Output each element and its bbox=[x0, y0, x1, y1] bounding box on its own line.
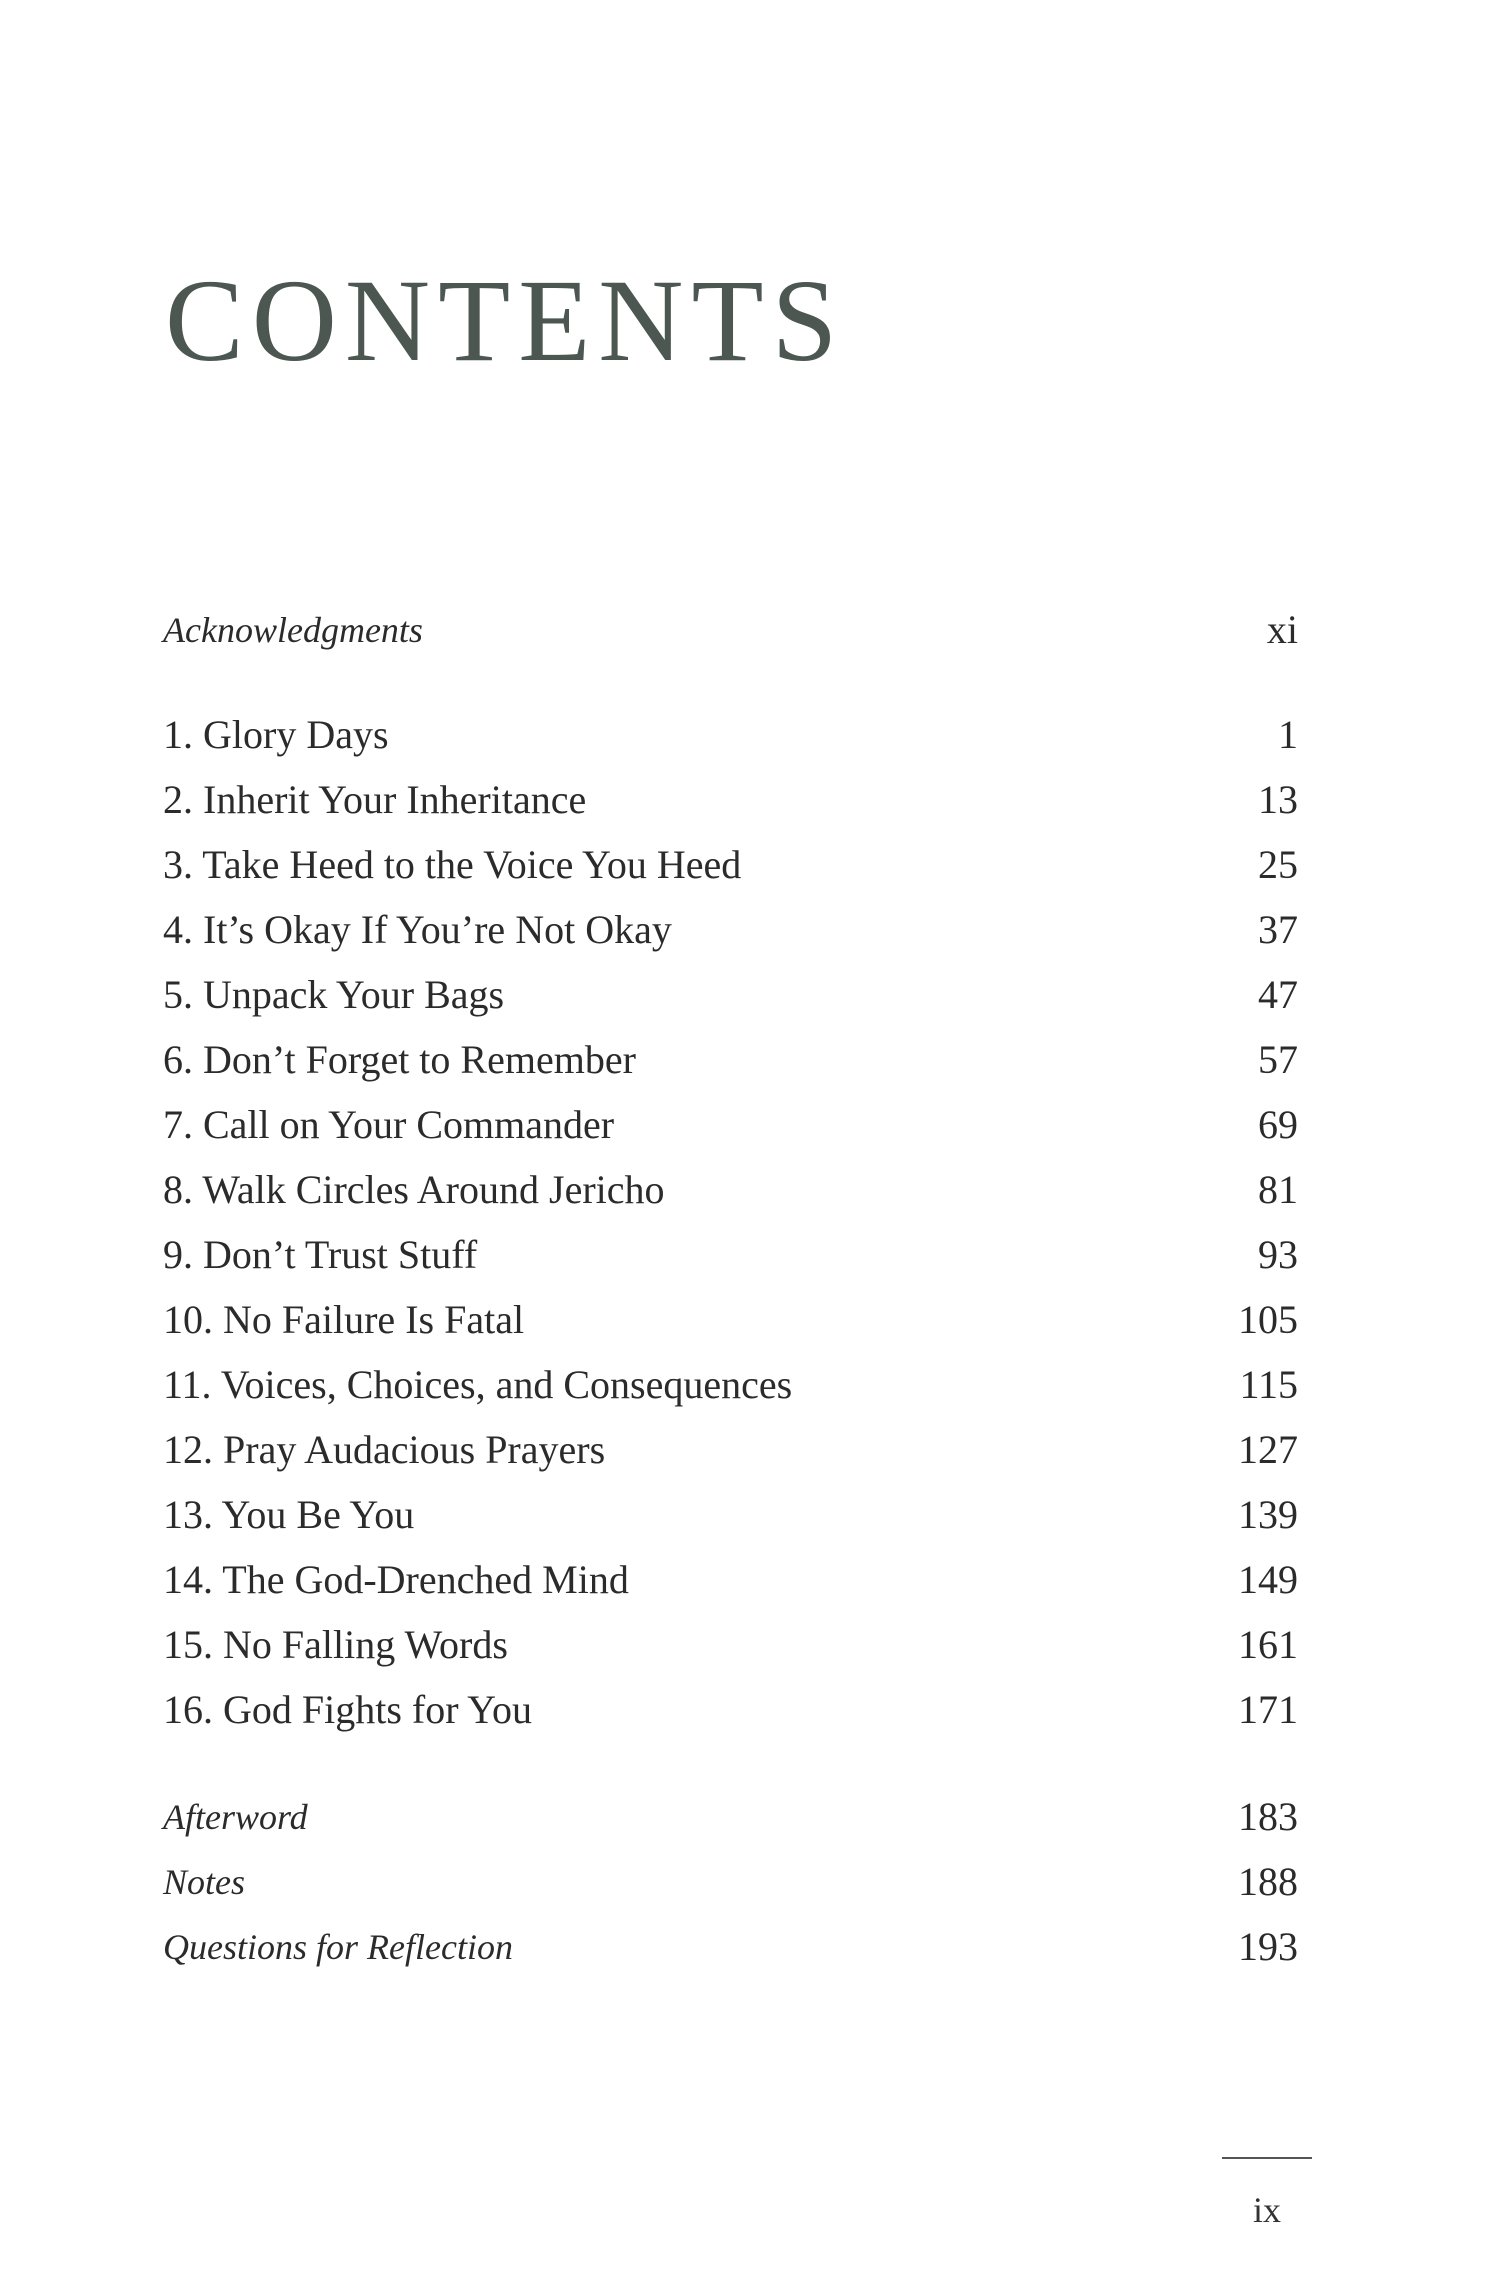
toc-entry-label: Afterword bbox=[163, 1797, 308, 1837]
toc-entry-chapter-13[interactable] bbox=[163, 1485, 1298, 1545]
toc-entry-chapter-4[interactable] bbox=[163, 900, 1298, 960]
toc-entry-page: 37 bbox=[1258, 907, 1298, 952]
toc-entry-notes[interactable] bbox=[163, 1852, 1298, 1912]
toc-entry-chapter-7[interactable] bbox=[163, 1095, 1298, 1155]
toc-entry-label: 15. No Falling Words bbox=[163, 1622, 508, 1667]
toc-entry-page: 139 bbox=[1238, 1492, 1298, 1537]
toc-entry-page: xi bbox=[1266, 607, 1298, 652]
toc-entry-page: 115 bbox=[1239, 1362, 1298, 1407]
page-title: CONTENTS bbox=[165, 255, 846, 386]
toc-entry-label: 1. Glory Days bbox=[163, 712, 389, 757]
toc-entry-label: Questions for Reflection bbox=[163, 1927, 513, 1967]
toc-entry-chapter-12[interactable] bbox=[163, 1420, 1298, 1480]
toc-entry-page: 81 bbox=[1258, 1167, 1298, 1212]
toc-entry-page: 105 bbox=[1238, 1297, 1298, 1342]
toc-entry-chapter-8[interactable] bbox=[163, 1160, 1298, 1220]
toc-entry-chapter-6[interactable] bbox=[163, 1030, 1298, 1090]
toc-entry-label: 10. No Failure Is Fatal bbox=[163, 1297, 525, 1342]
toc-entry-label: 4. It’s Okay If You’re Not Okay bbox=[163, 907, 672, 952]
toc-entry-label: 7. Call on Your Commander bbox=[163, 1102, 615, 1147]
page-number: ix bbox=[1252, 2190, 1281, 2230]
toc-entry-chapter-2[interactable] bbox=[163, 770, 1298, 830]
toc-entry-label: 13. You Be You bbox=[163, 1492, 415, 1537]
toc-entry-page: 57 bbox=[1258, 1037, 1298, 1082]
toc-entry-page: 193 bbox=[1238, 1924, 1298, 1969]
toc-entry-chapter-10[interactable] bbox=[163, 1290, 1298, 1350]
toc-entry-page: 1 bbox=[1278, 712, 1298, 757]
toc-entry-chapter-1[interactable] bbox=[163, 705, 1298, 765]
toc-entry-page: 171 bbox=[1238, 1687, 1298, 1732]
toc-entry-page: 161 bbox=[1238, 1622, 1298, 1667]
toc-entry-chapter-15[interactable] bbox=[163, 1615, 1298, 1675]
folio-rule bbox=[1222, 2157, 1312, 2159]
toc-entry-label: Notes bbox=[163, 1862, 246, 1902]
toc-entry-label: 3. Take Heed to the Voice You Heed bbox=[163, 842, 742, 887]
toc-entry-page: 93 bbox=[1258, 1232, 1298, 1277]
toc-entry-chapter-5[interactable] bbox=[163, 965, 1298, 1025]
toc-entry-page: 47 bbox=[1258, 972, 1298, 1017]
toc-entry-label: 16. God Fights for You bbox=[163, 1687, 532, 1732]
toc-entry-page: 13 bbox=[1258, 777, 1298, 822]
toc-entry-chapter-16[interactable] bbox=[163, 1680, 1298, 1740]
toc-entry-label: 5. Unpack Your Bags bbox=[163, 972, 505, 1017]
toc-entry-page: 25 bbox=[1258, 842, 1298, 887]
toc-entry-label: 9. Don’t Trust Stuff bbox=[163, 1232, 478, 1277]
toc-entry-label: 8. Walk Circles Around Jericho bbox=[163, 1167, 665, 1212]
toc-entry-label: 11. Voices, Choices, and Consequences bbox=[163, 1362, 793, 1407]
toc-entry-label: 2. Inherit Your Inheritance bbox=[163, 777, 587, 822]
toc-entry-page: 69 bbox=[1258, 1102, 1298, 1147]
toc-entry-page: 127 bbox=[1238, 1427, 1298, 1472]
toc-entry-questions-for-reflection[interactable] bbox=[163, 1917, 1298, 1977]
toc-entry-chapter-14[interactable] bbox=[163, 1550, 1298, 1610]
toc-entry-chapter-11[interactable] bbox=[163, 1355, 1298, 1415]
toc-entry-page: 188 bbox=[1238, 1859, 1298, 1904]
toc-entry-chapter-3[interactable] bbox=[163, 835, 1298, 895]
toc-entry-page: 149 bbox=[1238, 1557, 1298, 1602]
toc-entry-label: Acknowledgments bbox=[163, 610, 423, 650]
toc-entry-page: 183 bbox=[1238, 1794, 1298, 1839]
toc-entry-acknowledgments[interactable] bbox=[163, 600, 1298, 660]
toc-entry-label: 14. The God-Drenched Mind bbox=[163, 1557, 629, 1602]
toc-entry-chapter-9[interactable] bbox=[163, 1225, 1298, 1285]
toc-entry-label: 12. Pray Audacious Prayers bbox=[163, 1427, 606, 1472]
toc-entry-afterword[interactable] bbox=[163, 1787, 1298, 1847]
toc-entry-label: 6. Don’t Forget to Remember bbox=[163, 1037, 636, 1082]
